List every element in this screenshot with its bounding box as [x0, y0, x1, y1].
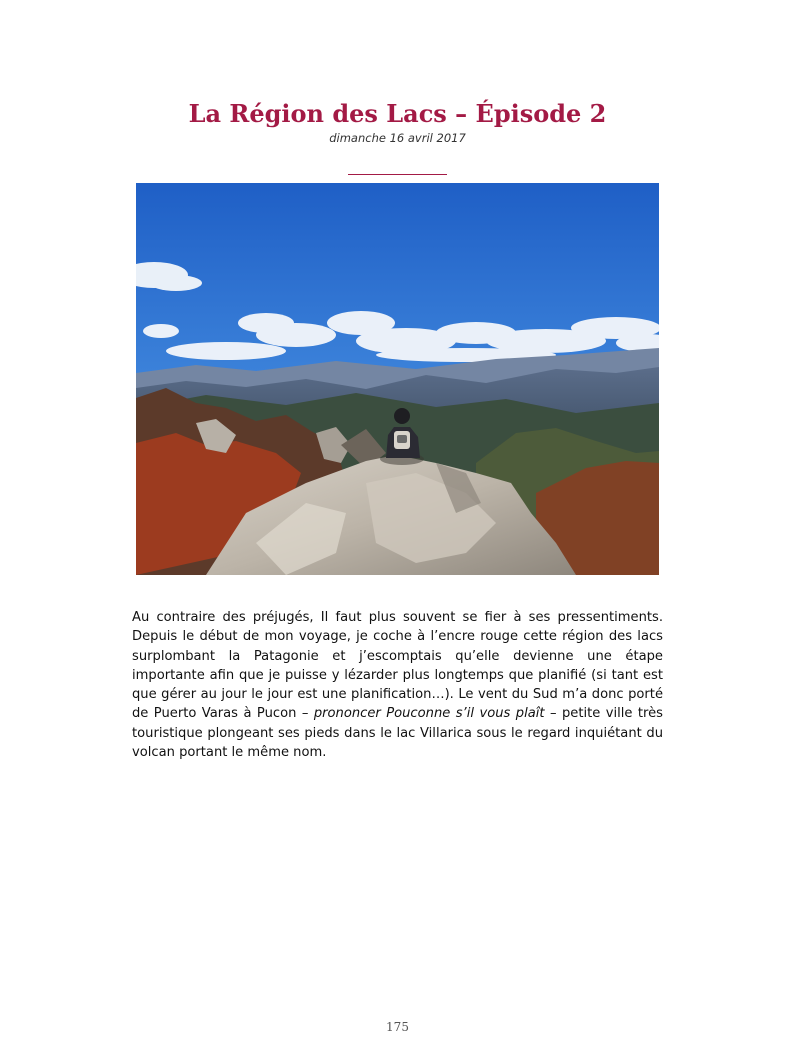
- article-body-text: Au contraire des préjugés, Il faut plus souvent se fier à ses pressentiments. Depuis le début de mon voyage, je coche à l’encre rouge cette région des lacs surplombant la Patagonie et j’escomptais qu’elle devienne une étape importante afin que je puisse y lézarder plus longtemps que planifié (si tant est que gérer au jour le jour est une planification…). Le vent du Sud m’a donc porté de Puerto Varas à Pucon –: [132, 610, 663, 722]
- page-title: La Région des Lacs – Épisode 2: [188, 99, 607, 128]
- mountain-summit-photo: [136, 183, 659, 575]
- title-divider: [348, 174, 447, 175]
- article-body-text-end: – petite ville très touristique plongeant ses pieds dans le lac Villarica sous le regard inquiétant du volcan portant le même nom.: [132, 706, 663, 761]
- article-body-italic: prononcer Pouconne s’il vous plaît: [313, 706, 545, 722]
- photo-illustration: [136, 183, 659, 575]
- post-date: dimanche 16 avril 2017: [329, 131, 466, 145]
- page-number: 175: [386, 1020, 409, 1034]
- article-body: [132, 608, 663, 762]
